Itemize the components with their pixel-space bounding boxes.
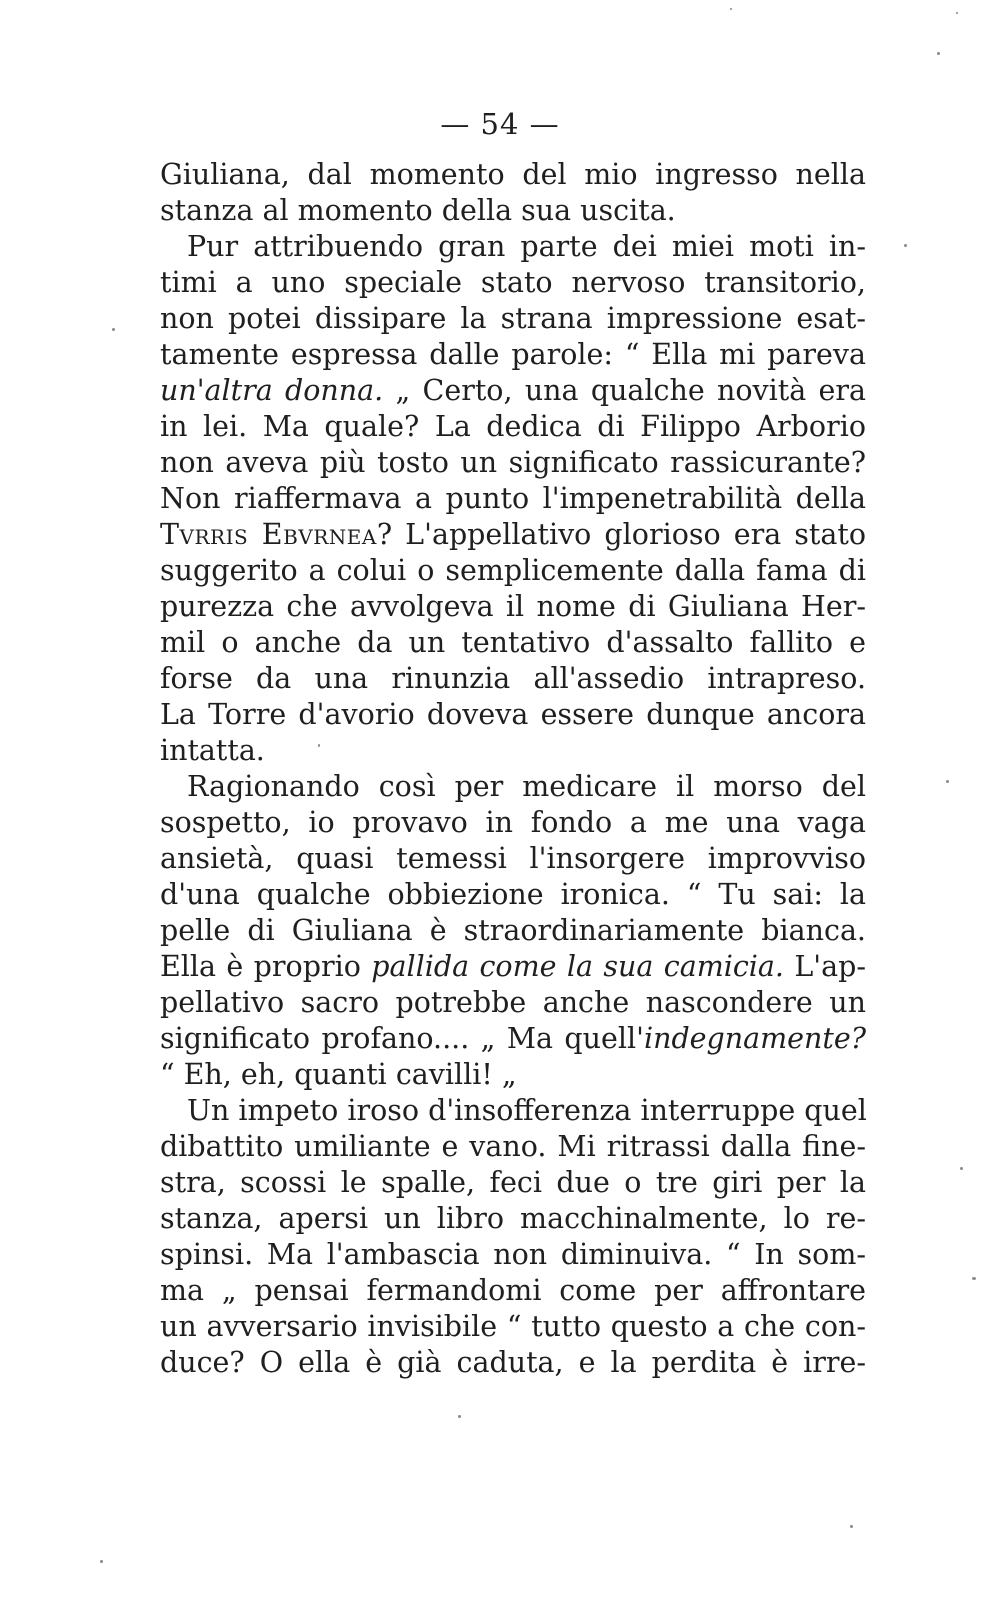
text-line: [160, 516, 866, 553]
scan-speck: [937, 52, 940, 55]
scan-speck: [960, 1167, 963, 1170]
text-line: ansietà, quasi temessi l'insorgere improvviso: [160, 842, 866, 875]
text-line: d'una qualche obbiezione ironica. “ Tu sai: la: [160, 878, 866, 911]
italic-phrase: indegnamente?: [643, 1022, 866, 1055]
paragraph-first-line: Pur attribuendo gran parte dei miei moti in-: [187, 230, 866, 263]
text-span: significato profano.... „ Ma quell': [160, 1022, 644, 1055]
text-line: in lei. Ma quale? La dedica di Filippo Arborio: [160, 410, 866, 443]
page-number: — 54 —: [440, 107, 560, 141]
text-line: [160, 1020, 866, 1057]
text-line: “ Eh, eh, quanti cavilli! „: [160, 1058, 517, 1091]
text-line: spinsi. Ma l'ambascia non diminuiva. “ In som-: [160, 1238, 866, 1271]
text-line: non aveva più tosto un significato rassicurante?: [160, 446, 866, 479]
text-line: sospetto, io provavo in fondo a me una vaga: [160, 806, 866, 839]
text-span: ? L'appellativo glorioso era stato: [376, 518, 866, 551]
italic-phrase: un'altra donna.: [160, 374, 384, 407]
text-line: stra, scossi le spalle, feci due o tre giri per la: [160, 1166, 866, 1199]
text-line: timi a uno speciale stato nervoso transitorio,: [160, 266, 866, 299]
scan-speck: [100, 1560, 103, 1563]
text-line: intatta.: [160, 734, 265, 767]
text-line: non potei dissipare la strana impressione esat-: [160, 302, 866, 335]
text-line: pellativo sacro potrebbe anche nascondere un: [160, 986, 866, 1019]
text-span: Ella è proprio: [160, 950, 372, 983]
scan-speck: [904, 244, 907, 247]
paragraph-first-line: Un impeto iroso d'insofferenza interruppe quel: [187, 1094, 867, 1127]
text-line: La Torre d'avorio doveva essere dunque ancora: [160, 698, 866, 731]
text-line: Non riaffermava a punto l'impenetrabilità della: [160, 482, 866, 515]
scan-speck: [956, 12, 958, 14]
text-line: purezza che avvolgeva il nome di Giuliana Her-: [160, 590, 866, 623]
scan-speck: [850, 1525, 853, 1528]
text-line: tamente espressa dalle parole: “ Ella mi pareva: [160, 338, 866, 371]
text-span: „ Certo, una qualche novità era: [383, 374, 866, 407]
scan-speck: [946, 780, 949, 783]
text-line: [160, 372, 866, 409]
text-line: suggerito a colui o semplicemente dalla fama di: [160, 554, 866, 587]
text-line: Giuliana, dal momento del mio ingresso nella: [160, 158, 866, 191]
text-line: [160, 948, 866, 985]
text-line: mil o anche da un tentativo d'assalto fallito e: [160, 626, 866, 659]
scan-speck: [458, 1415, 461, 1418]
text-line: pelle di Giuliana è straordinariamente bianca.: [160, 914, 866, 947]
scan-speck: [972, 1277, 976, 1280]
text-line: stanza, apersi un libro macchinalmente, lo re-: [160, 1202, 866, 1235]
text-span: L'ap-: [783, 950, 866, 983]
small-caps-phrase: Tvrris Ebvrnea: [160, 518, 377, 551]
text-line: forse da una rinunzia all'assedio intrapreso.: [160, 662, 866, 695]
paragraph-first-line: Ragionando così per medicare il morso del: [187, 770, 866, 803]
text-line: ma „ pensai fermandomi come per affrontare: [160, 1274, 866, 1307]
text-line: un avversario invisibile “ tutto questo a che con-: [160, 1310, 866, 1343]
text-line: stanza al momento della sua uscita.: [160, 194, 676, 227]
italic-phrase: pallida come la sua camicia.: [371, 950, 784, 983]
scan-speck: [318, 744, 320, 747]
scan-speck: [730, 8, 732, 10]
text-line: dibattito umiliante e vano. Mi ritrassi dalla fine-: [160, 1130, 866, 1163]
scan-speck: [112, 328, 115, 331]
text-line: duce? O ella è già caduta, e la perdita è irre-: [160, 1346, 866, 1379]
